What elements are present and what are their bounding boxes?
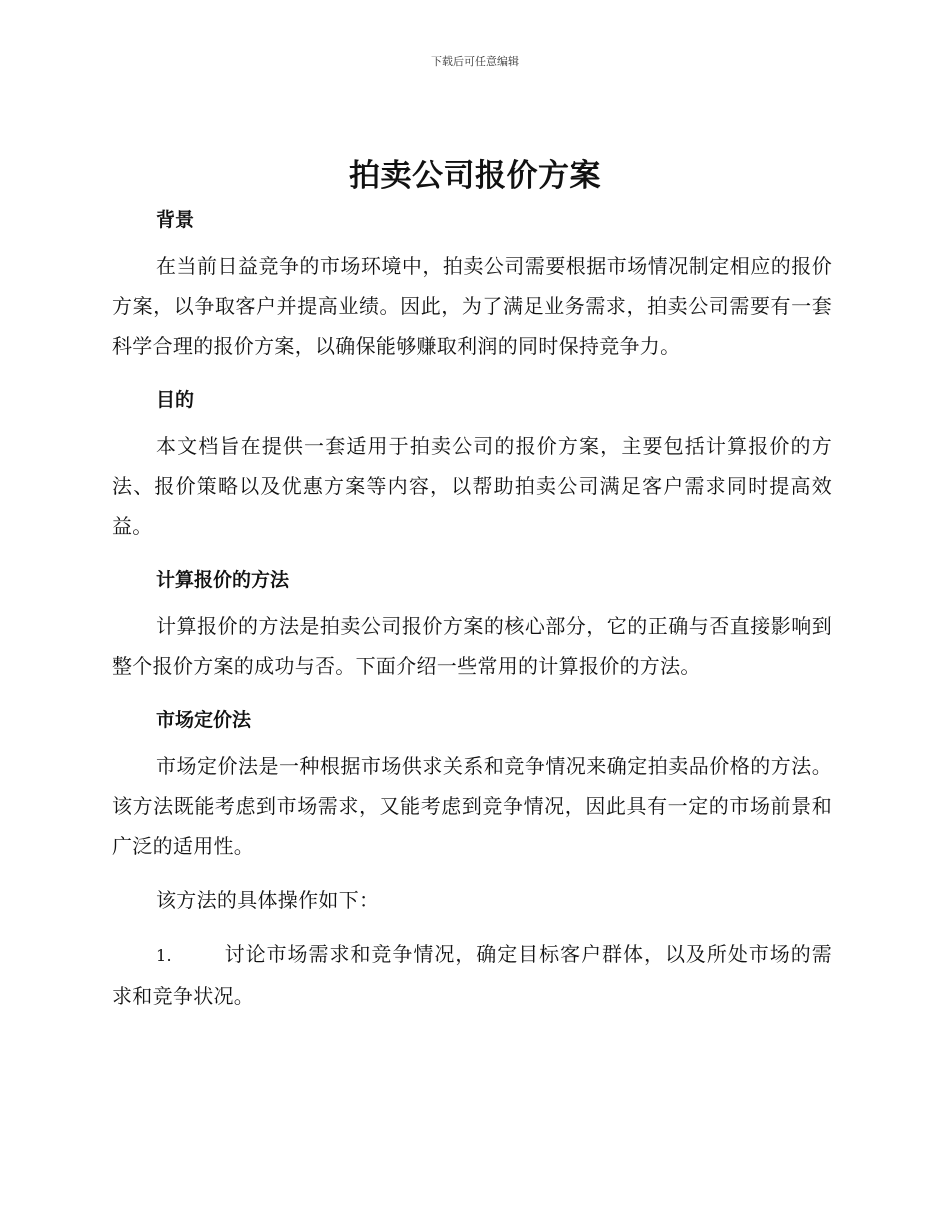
steps-intro: 该方法的具体操作如下：	[156, 888, 380, 912]
section-heading-method: 计算报价的方法	[156, 569, 290, 591]
section-paragraph-background: 在当前日益竞争的市场环境中，拍卖公司需要根据市场情况制定相应的报价方案，以争取客户并提高业绩。因此，为了满足业务需求，拍卖公司需要有一套科学合理的报价方案，以确保能够赚取利润的同时保持竞争力。	[112, 254, 832, 358]
section-paragraph-purpose: 本文档旨在提供一套适用于拍卖公司的报价方案，主要包括计算报价的方法、报价策略以及优惠方案等内容，以帮助拍卖公司满足客户需求同时提高效益。	[112, 434, 832, 538]
section-heading-background: 背景	[156, 209, 195, 231]
section-paragraph-market-pricing: 市场定价法是一种根据市场供求关系和竞争情况来确定拍卖品价格的方法。该方法既能考虑到市场需求，又能考虑到竞争情况，因此具有一定的市场前景和广泛的适用性。	[112, 754, 832, 858]
list-item	[112, 934, 832, 1016]
document-body	[112, 200, 832, 1016]
page-header-note: 下载后可任意编辑	[431, 55, 519, 68]
list-item-text: 讨论市场需求和竞争情况，确定目标客户群体，以及所处市场的需求和竞争状况。	[112, 942, 832, 1008]
section-heading-purpose: 目的	[156, 389, 195, 411]
list-item-number: 1.	[156, 946, 172, 965]
section-paragraph-method: 计算报价的方法是拍卖公司报价方案的核心部分，它的正确与否直接影响到整个报价方案的成功与否。下面介绍一些常用的计算报价的方法。	[112, 614, 832, 678]
section-heading-market-pricing: 市场定价法	[156, 709, 252, 731]
document-title: 拍卖公司报价方案	[349, 158, 601, 194]
